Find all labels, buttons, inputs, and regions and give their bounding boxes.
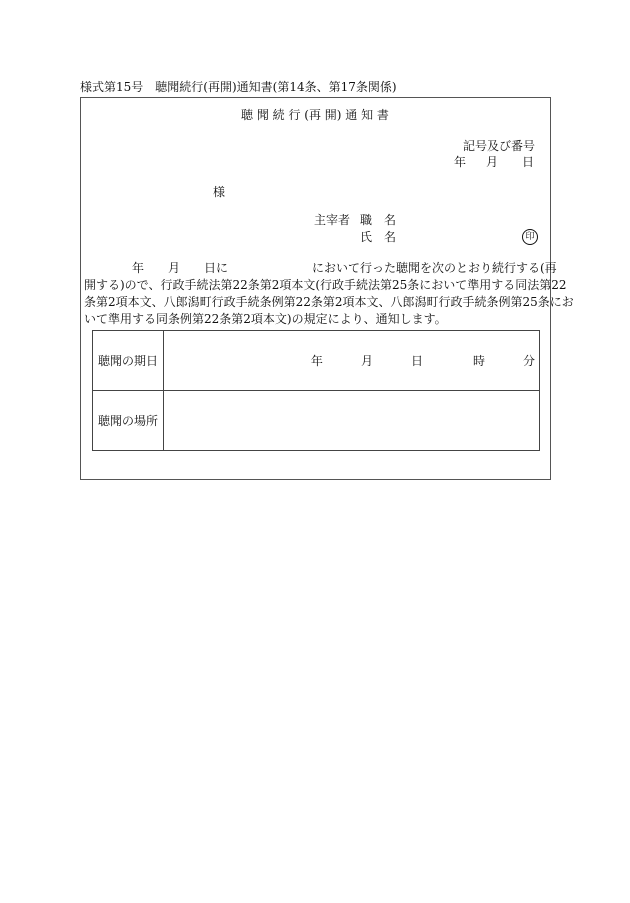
name-label: 氏 名 [360,230,397,244]
body-line: 開する)ので、行政手続法第22条第2項本文(行政手続法第25条において準用する同法第22 [84,278,567,292]
table-row-date [93,331,540,391]
hearing-details-table [92,330,540,451]
unit-hour: 時 [472,353,485,368]
unit-day: 日 [410,353,423,368]
hearing-date-value [164,331,540,391]
hearing-date-label: 聴聞の期日 [93,331,164,391]
unit-minute: 分 [522,353,535,368]
body-line: 年 月 日に において行った聴聞を次のとおり続行する(再 [84,261,557,275]
table-row-place [93,391,540,451]
hearing-place-label: 聴聞の場所 [93,391,164,451]
date-month: 月 [486,155,499,169]
body-line: いて準用する同条例第22条第2項本文)の規定により、通知します。 [84,312,447,326]
presider-label: 主宰者 [314,213,351,227]
addressee-suffix: 様 [213,185,226,199]
unit-year: 年 [310,353,323,368]
document-title: 聴 聞 続 行 (再 開) 通 知 書 [241,108,389,122]
notice-body [84,260,574,328]
hearing-place-value [164,391,540,451]
date-year: 年 [454,155,467,169]
reference-number-label: 記号及び番号 [462,139,535,153]
form-header: 様式第15号 聴聞続行(再開)通知書(第14条、第17条関係) [80,80,397,94]
seal-mark: 印 [522,229,538,245]
unit-month: 月 [360,353,373,368]
date-day: 日 [522,155,535,169]
body-line: 条第2項本文、八郎潟町行政手続条例第22条第2項本文、八郎潟町行政手続条例第25条にお [84,295,574,309]
position-label: 職 名 [360,213,397,227]
